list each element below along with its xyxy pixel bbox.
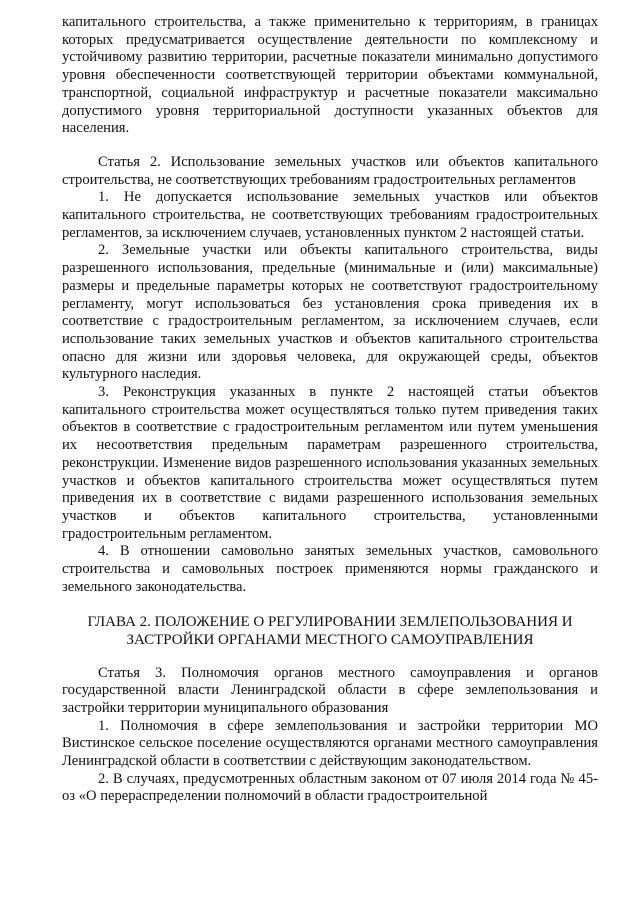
article-2-paragraph-4: 4. В отношении самовольно занятых земельных участков, самовольного строительства и самовольных построек применяются нормы гражданского и земельного законодательства. [62,543,598,595]
article-3-paragraph-1: 1. Полномочия в сфере землепользования и застройки территории МО Вистинское сельское поселение осуществляются органами местного самоуправления Ленинградской области в соответствии с действующим законодательством. [62,717,598,770]
article-2-paragraph-2: 2. Земельные участки или объекты капитального строительства, виды разрешенного использования, предельные (минимальные и (или) максимальные) размеры и предельные параметры которых не соответствуют градостроительному регламенту, могут использоваться без установления срока приведения их в соответствие с градостроительным регламентом, за исключением случаев, если использование таких земельных участков и объектов капитального строительства опасно для жизни или здоровья человека, для окружающей среды, объектов культурного наследия. [62,242,598,383]
intro-paragraph: капитального строительства, а также применительно к территориям, в границах которых предусматривается осуществление деятельности по комплексному и устойчивому развитию территории, расчетные показатели минимально допустимого уровня обеспеченности соответствующей территории объектами коммунальной, транспортной, социальной инфраструктур и расчетные показатели максимально допустимого уровня территориальной доступности указанных объектов для населения. [62,14,598,137]
chapter-2-heading: ГЛАВА 2. ПОЛОЖЕНИЕ О РЕГУЛИРОВАНИИ ЗЕМЛЕПОЛЬЗОВАНИЯ И ЗАСТРОЙКИ ОРГАНАМИ МЕСТНОГО САМОУПРАВЛЕНИЯ [87,613,573,648]
article-2-paragraph-3: 3. Реконструкция указанных в пункте 2 настоящей статьи объектов капитального строительства может осуществляться только путем приведения таких объектов в соответствие с градостроительным регламентом или путем уменьшения их несоответствия предельным параметрам разрешенного строительства, реконструкции. Изменение видов разрешенного использования указанных земельных участков и объектов капитального строительства может осуществляться путем приведения их в соответствие с видами разрешенного использования земельных участков и объектов капитального строительства, установленными градостроительным регламентом. [62,384,598,542]
article-2-title: Статья 2. Использование земельных участков или объектов капитального строительства, не соответствующих требованиям градостроительных регламентов [62,153,598,188]
article-3-paragraph-2: 2. В случаях, предусмотренных областным законом от 07 июля 2014 года № 45-оз «О перераспределении полномочий в области градостроительной [62,770,598,805]
article-3-title: Статья 3. Полномочия органов местного самоуправления и органов государственной власти Ленинградской области в сфере землепользования и застройки территории муниципального образования [62,664,598,716]
document-page [62,14,598,806]
article-2-paragraph-1: 1. Не допускается использование земельных участков или объектов капитального строительства, не соответствующих требованиям градостроительных регламентов, за исключением случаев, установленных пунктом 2 настоящей статьи. [62,189,598,241]
